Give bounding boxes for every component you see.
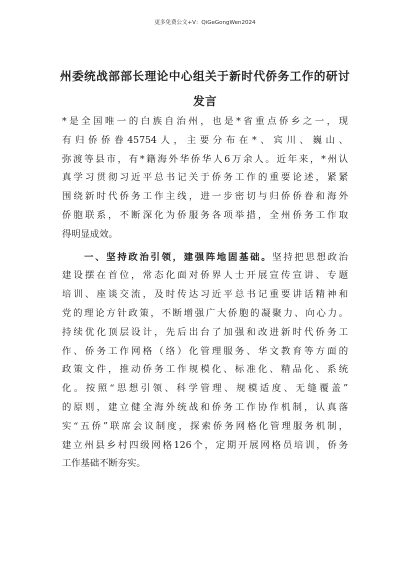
text-line: 工作基础不断夯实。: [62, 458, 146, 470]
text-line: 得明显成效。: [62, 228, 118, 240]
section-heading: 一、坚持政治引领，建强阵地固基础。: [84, 251, 273, 263]
text-line: [62, 249, 348, 268]
text-line: 政策文件，推动侨务工作规模化、标准化、精品化、系统: [62, 364, 348, 376]
text-line: 化。按照“思想引领、科学管理、规模适度、无缝覆盖”: [62, 383, 348, 395]
document-title: 州委统战部部长理论中心组关于新时代侨务工作的研讨发言: [60, 69, 350, 108]
text-line: 建设摆在首位，常态化面对侨界人士开展宣传宣讲、专题: [62, 270, 348, 282]
text-line: 党的理论方针政策，不断增强广大侨胞的凝聚力、向心力。: [62, 307, 348, 319]
text-line: 的原则，建立健全海外统战和侨务工作协作机制，认真落: [62, 401, 348, 413]
text-line: 作、侨务工作网格（络）化管理服务、华文教育等方面的: [62, 345, 348, 357]
text-line: 有归侨侨眷45754人，主要分布在*、宾川、巍山、: [62, 134, 348, 146]
text-line: 培训、座谈交流，及时传达习近平总书记重要讲话精神和: [62, 289, 348, 301]
document-body: [62, 113, 348, 474]
header-note: 更多免费公文+V：QiGeGongWen2024: [154, 20, 256, 26]
text-line: 弥渡等县市，有*籍海外华侨华人6万余人。近年来，*州认: [62, 153, 348, 165]
text-line: 实“五侨”联席会议制度，探索侨务网格化管理服务机制，: [62, 420, 348, 432]
text-line: 持续优化顶层设计，先后出台了加强和改进新时代侨务工: [62, 326, 348, 338]
section-1: [62, 249, 348, 475]
text-line: 建立州县乡村四级网格126个，定期开展网格员培训，侨务: [62, 439, 348, 451]
section-text: 坚持把思想政治: [272, 251, 348, 263]
text-line: 真学习贯彻习近平总书记关于侨务工作的重要论述，紧紧: [62, 172, 348, 184]
text-line: 围绕新时代侨务工作主线，进一步密切与归侨侨眷和海外: [62, 191, 348, 203]
text-line: *是全国唯一的白族自治州，也是*省重点侨乡之一，现: [62, 116, 348, 127]
paragraph-intro: [62, 113, 348, 245]
text-line: 侨胞联系，不断深化为侨服务各项举措，全州侨务工作取: [62, 209, 348, 221]
